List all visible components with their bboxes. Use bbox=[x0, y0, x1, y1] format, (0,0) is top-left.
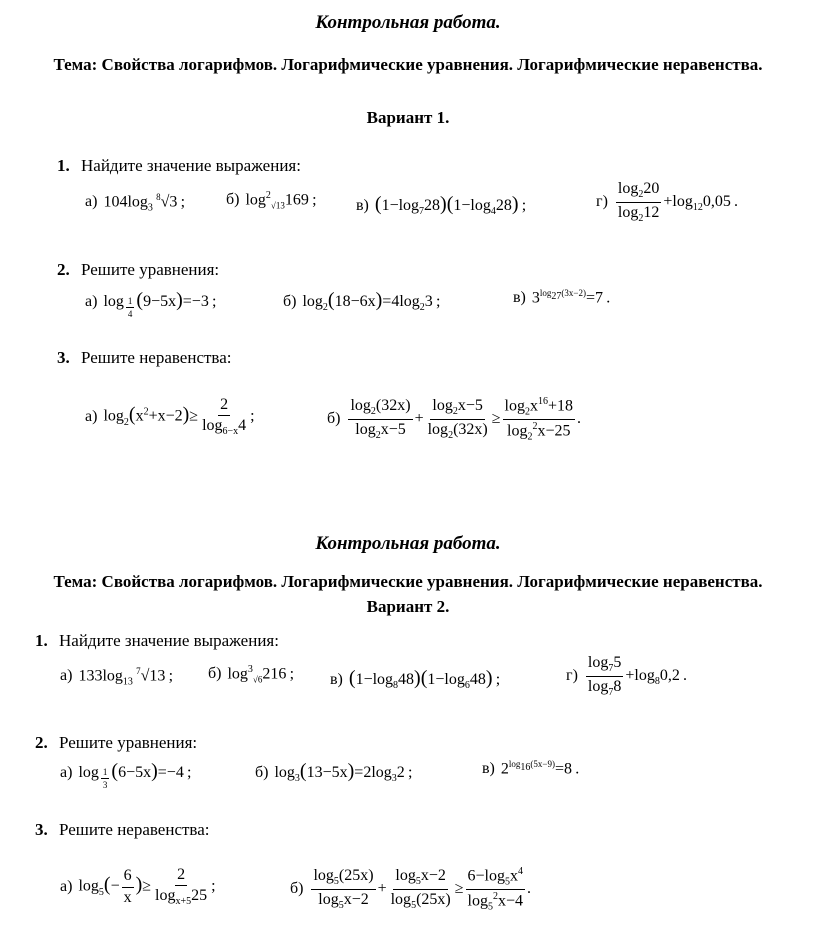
variant1-title: Контрольная работа. bbox=[315, 12, 501, 33]
task-text: Решите неравенства: bbox=[81, 348, 232, 367]
task-number: 3. bbox=[35, 820, 48, 839]
task-number: 2. bbox=[57, 260, 70, 279]
variant1-task2-item-a: а) log $_{\frac{1}{4}}$ (9−5x)=−3 ; bbox=[85, 289, 217, 320]
variant2-task2-item-b: б) $\log_3(13-5x)=2\log_32$ ; bbox=[255, 760, 413, 785]
task-number: 3. bbox=[57, 348, 70, 367]
variant2-task1-item-c: в) $(1-\log_848)(1-\log_648)$ ; bbox=[330, 667, 501, 692]
item-label: в) bbox=[356, 197, 369, 214]
variant1-task2-item-b: б) $\log_2(18-6x)=4\log_23$ ; bbox=[283, 289, 441, 314]
variant2-task1-item-a: а) $133\log_{13}$ $^7$√13 ; bbox=[60, 666, 174, 688]
item-label: г) bbox=[566, 666, 578, 684]
item-label: б) bbox=[290, 880, 304, 898]
variant1-label: Вариант 1. bbox=[366, 108, 450, 127]
item-label: а) bbox=[60, 667, 73, 685]
variant2-task1-item-d: г) $\frac{\log_75}{\log_78}$ $+\log_80,2$ . bbox=[566, 654, 688, 698]
variant1-task3 bbox=[57, 348, 232, 368]
item-label: в) bbox=[482, 760, 495, 778]
variant2-task2 bbox=[35, 733, 197, 753]
item-label: а) bbox=[85, 193, 98, 211]
item-label: в) bbox=[513, 289, 526, 307]
variant2-task3-item-b: б) $\frac{\log_5(25x)}{\log_5x-2}$ + $\frac{\log_5x-2}{\log_5(25x)}$ ≥ $\frac{6-\log_5x^4}{\log_5^2x-4}$ . bbox=[290, 866, 531, 913]
item-label: г) bbox=[596, 192, 608, 210]
item-label: а) bbox=[60, 764, 73, 781]
variant1-task1-item-b: б) $\log^2_{√13}169$ ; bbox=[226, 190, 317, 211]
variant1-task3-item-b: б) $\frac{\log_2(32x)}{\log_2x-5}$ + $\frac{\log_2x-5}{\log_2(32x)}$ ≥ $\frac{\log_2x^{16}+18}{\log_2^2x-25}$ . bbox=[327, 396, 581, 443]
task-text: Решите неравенства: bbox=[59, 820, 210, 839]
task-text: Решите уравнения: bbox=[81, 260, 220, 279]
item-label: б) bbox=[327, 410, 341, 428]
variant2-task3-item-a: а) $\log_5(-$ $\frac{6}{x}$ )≥ $\frac{2}{\log_{x+5}25}$ ; bbox=[60, 866, 216, 908]
item-label: б) bbox=[255, 764, 269, 781]
item-label: а) bbox=[85, 407, 98, 425]
task-text: Решите уравнения: bbox=[59, 733, 198, 752]
variant2-task2-item-a: а) log $_{\frac{1}{3}}$ (6−5x)=−4 ; bbox=[60, 760, 192, 791]
variant1-topic: Тема: Свойства логарифмов. Логарифмические уравнения. Логарифмические неравенства. bbox=[53, 55, 763, 74]
variant1-task2 bbox=[57, 260, 219, 280]
item-label: б) bbox=[226, 191, 240, 209]
variant1-task1-item-c: в) $(1-\log_728)(1-\log_428)$ ; bbox=[356, 193, 527, 218]
variant2-task1-item-b: б) $\log^3_{√6}216$ ; bbox=[208, 664, 295, 685]
task-number: 2. bbox=[35, 733, 48, 752]
variant1-task2-item-c: в) $3^{log_{27}(3x-2)}=7$ . bbox=[513, 288, 611, 307]
variant1-task1-item-d: г) $\frac{\log_220}{\log_212}$ $+\log_{12}0,05$ . bbox=[596, 180, 739, 224]
task-text: Найдите значение выражения: bbox=[81, 156, 301, 175]
variant1-task1-item-a: а) $104\log_3$ $^8$√3 ; bbox=[85, 192, 186, 214]
task-number: 1. bbox=[57, 156, 70, 175]
item-label: а) bbox=[60, 877, 73, 895]
variant1-task1 bbox=[57, 156, 301, 176]
variant2-label: Вариант 2. bbox=[366, 597, 450, 616]
item-label: а) bbox=[85, 293, 98, 310]
variant2-task3 bbox=[35, 820, 210, 840]
variant1-task3-item-a: а) $\log_2(x^2+x-2)\ge$ $\frac{2}{\log_{6-x}4}$ ; bbox=[85, 396, 255, 438]
item-label: в) bbox=[330, 671, 343, 688]
task-text: Найдите значение выражения: bbox=[59, 631, 279, 650]
item-label: б) bbox=[283, 293, 297, 310]
variant2-task1 bbox=[35, 631, 279, 651]
variant2-title: Контрольная работа. bbox=[315, 533, 501, 554]
item-label: б) bbox=[208, 665, 222, 683]
task-number: 1. bbox=[35, 631, 48, 650]
variant2-topic: Тема: Свойства логарифмов. Логарифмические уравнения. Логарифмические неравенства. bbox=[53, 572, 763, 591]
variant2-task2-item-c: в) $2^{log_{16}(5x-9)}=8$ . bbox=[482, 759, 580, 778]
